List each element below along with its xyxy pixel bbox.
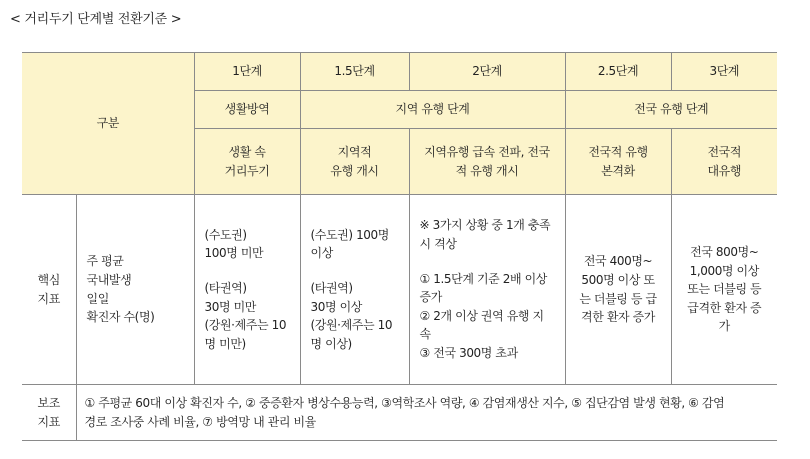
aux-label: 보조 지표: [22, 385, 76, 441]
aux-text: ① 주평균 60대 이상 확진자 수, ② 중증환자 병상수용능력, ③역학조사 역량, ④ 감염재생산 지수, ⑤ 집단감염 발생 현황, ⑥ 감염 경로 조사중 사례 비율, ⑦ 방역망 내 관리 비율: [76, 385, 777, 441]
header-category: 구분: [22, 53, 194, 195]
desc-stage-1-5: 지역적 유행 개시: [300, 129, 409, 195]
desc-stage-2: 지역유행 급속 전파, 전국 적 유행 개시: [409, 129, 565, 195]
group-regional: 지역 유행 단계: [300, 91, 565, 129]
stage-2-5-header: 2.5단계: [565, 53, 671, 91]
core-stage-3: 전국 800명~ 1,000명 이상 또는 더블링 등 급격한 환자 증 가: [671, 195, 777, 385]
desc-stage-1: 생활 속 거리두기: [194, 129, 300, 195]
core-stage-1-5: (수도권) 100명 이상 (타권역) 30명 이상 (강원·제주는 10 명 이상): [300, 195, 409, 385]
core-stage-2-5: 전국 400명~ 500명 이상 또 는 더블링 등 급 격한 환자 증가: [565, 195, 671, 385]
stage-2-header: 2단계: [409, 53, 565, 91]
core-indicator: 주 평균 국내발생 일일 확진자 수(명): [76, 195, 194, 385]
core-stage-1: (수도권) 100명 미만 (타권역) 30명 미만 (강원·제주는 10 명 미만): [194, 195, 300, 385]
stage-1-header: 1단계: [194, 53, 300, 91]
core-label: 핵심 지표: [22, 195, 76, 385]
group-national: 전국 유행 단계: [565, 91, 777, 129]
stage-3-header: 3단계: [671, 53, 777, 91]
group-daily-prevention: 생활방역: [194, 91, 300, 129]
stage-1-5-header: 1.5단계: [300, 53, 409, 91]
core-stage-2: ※ 3가지 상황 중 1개 충족 시 격상 ① 1.5단계 기준 2배 이상 증가 ② 2개 이상 권역 유행 지 속 ③ 전국 300명 초과: [409, 195, 565, 385]
desc-stage-2-5: 전국적 유행 본격화: [565, 129, 671, 195]
distancing-criteria-table: [22, 52, 777, 441]
caption: < 거리두기 단계별 전환기준 >: [10, 12, 182, 27]
desc-stage-3: 전국적 대유행: [671, 129, 777, 195]
